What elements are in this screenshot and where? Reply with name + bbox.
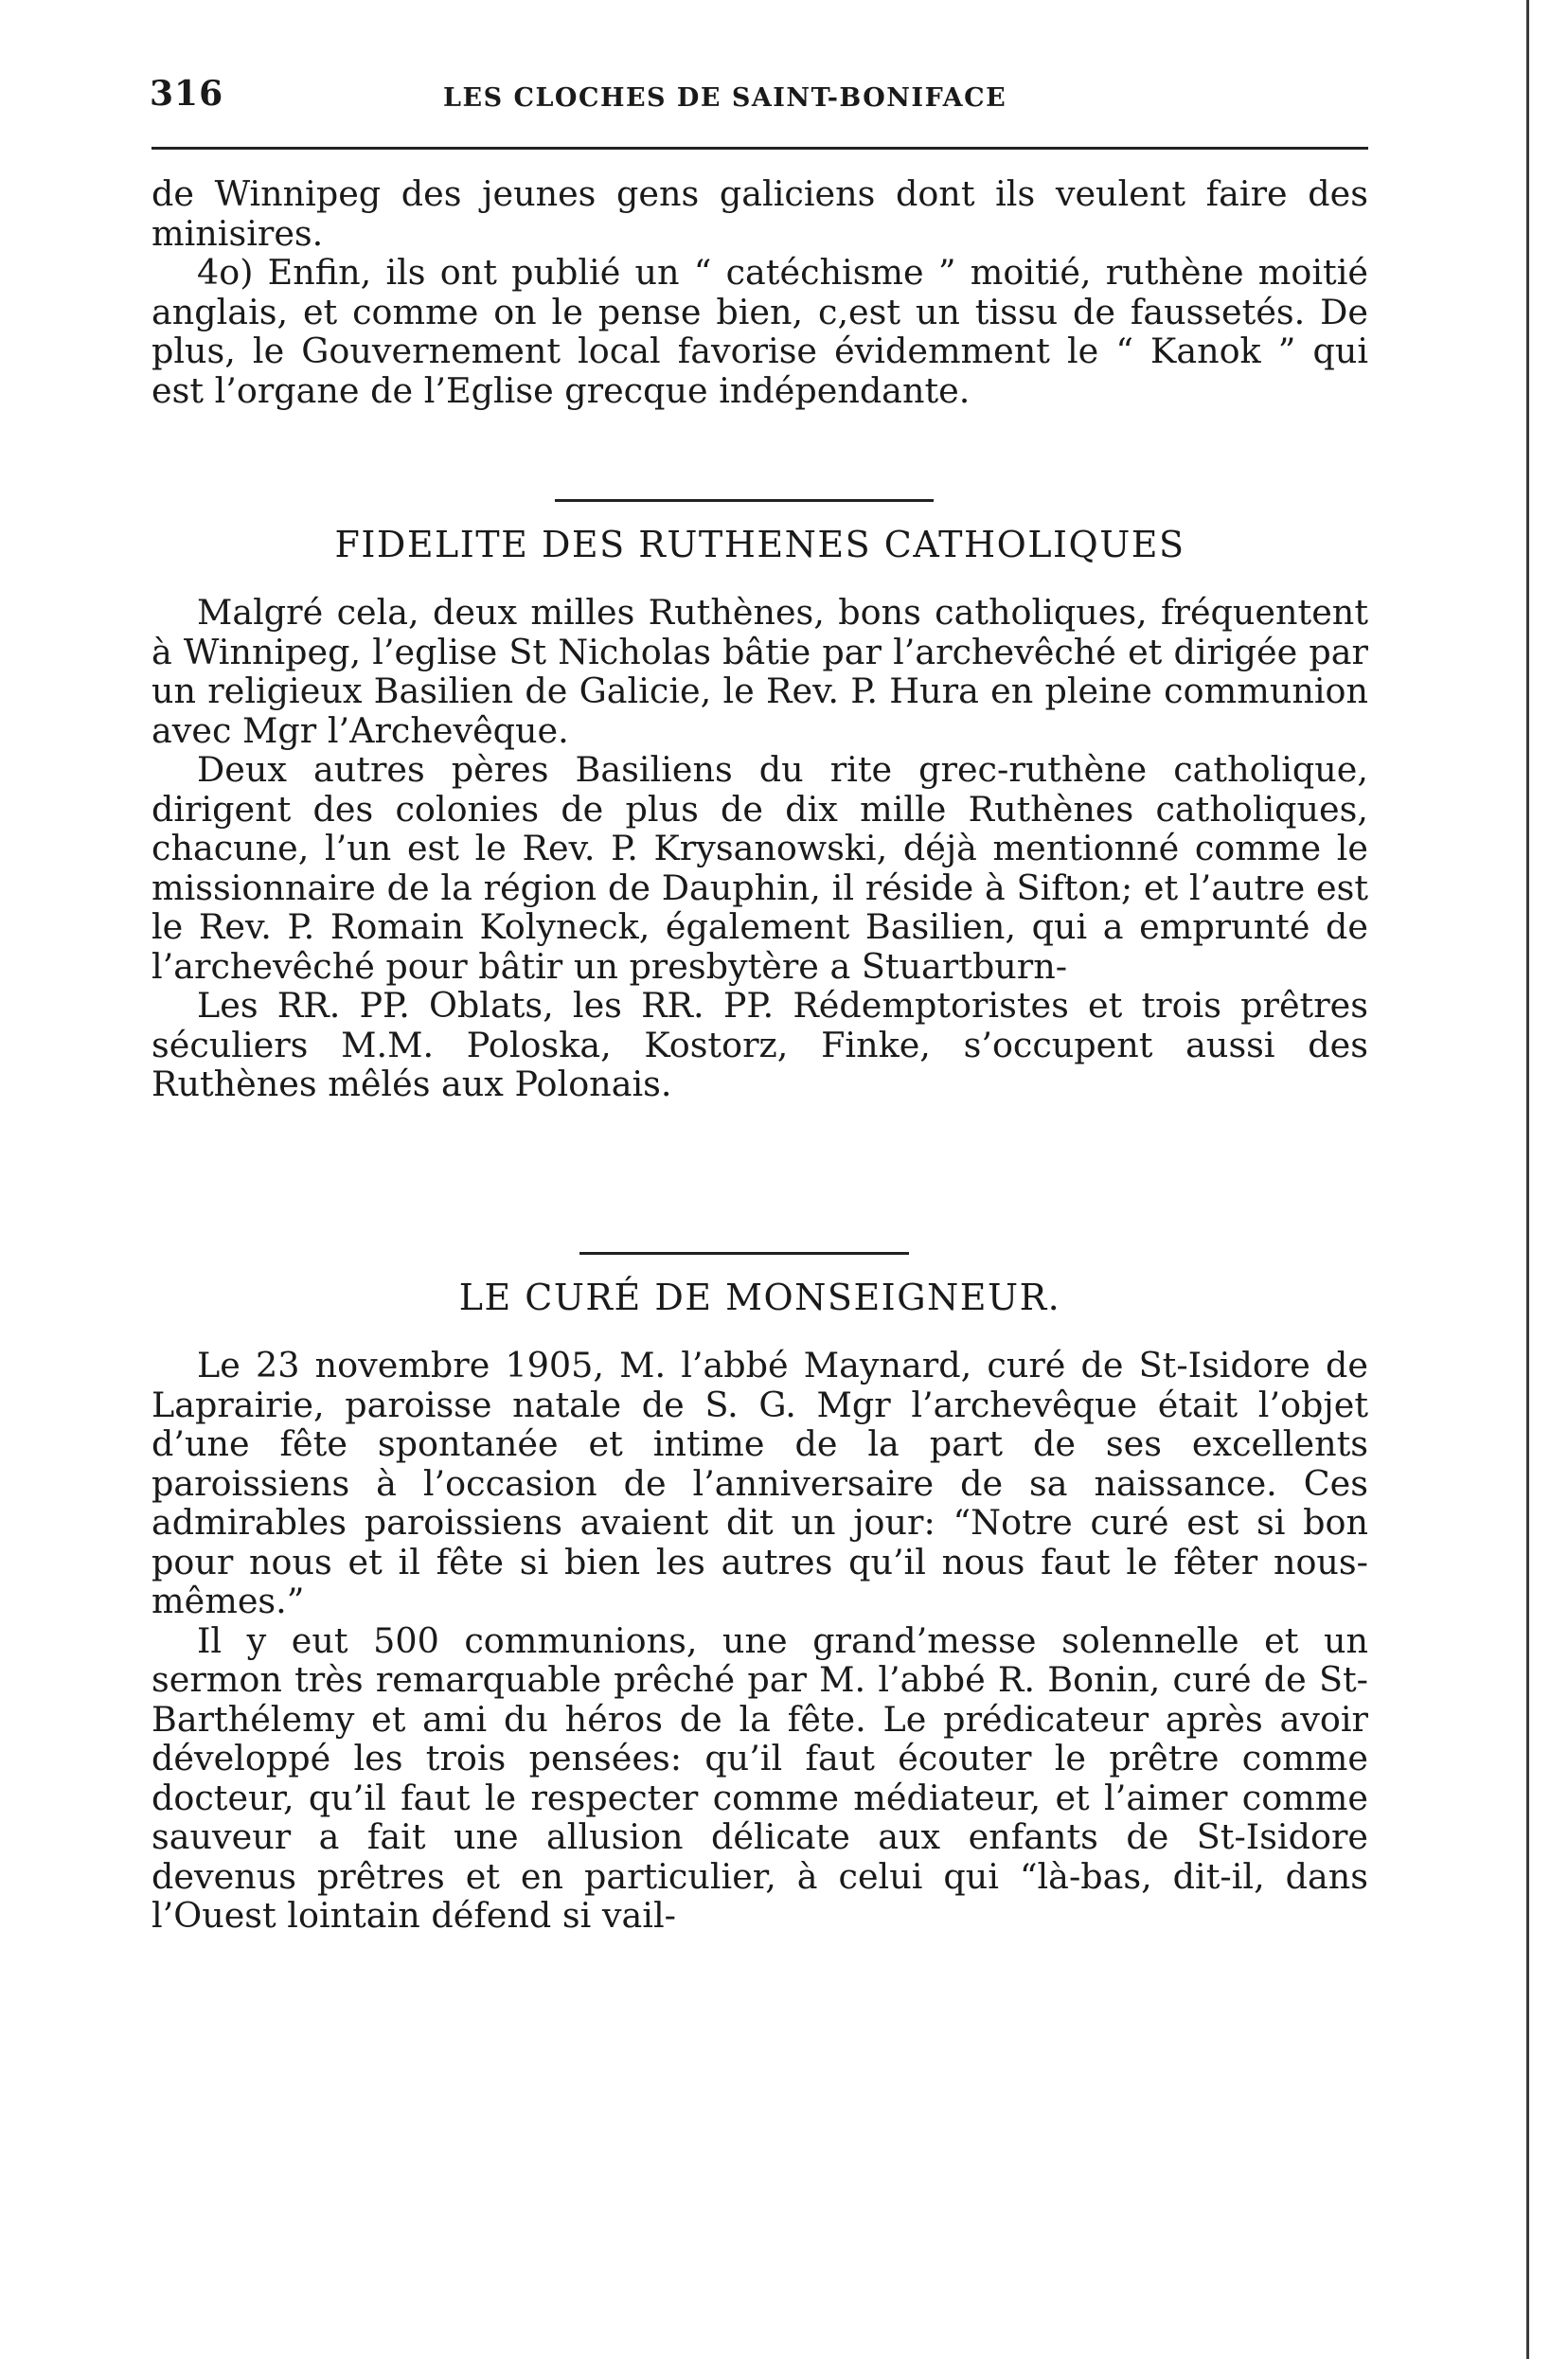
section-divider-2 [579, 1252, 909, 1255]
section2-paragraph-2: Il y eut 500 communions, une grand’messe solennelle et un sermon très remarquable prêché par M. l’abbé R. Bonin, curé de St-Barthélemy et ami du héros de la fête. Le prédicateur après avoir développé les trois pensées: qu’il faut écouter le prêtre comme docteur, qu’il faut le respecter comme médiateur, et l’aimer comme sauveur a fait une allusion délicate aux enfants de St-Isidore devenus prêtres et en particulier, à celui qui “là-bas, dit-il, dans l’Ouest lointain défend si vail- [151, 1619, 1368, 1936]
section2-paragraph-1: Le 23 novembre 1905, M. l’abbé Maynard, curé de St-Isidore de Laprairie, paroisse natale de S. G. Mgr l’archevêque était l’objet d’une fête spontanée et intime de la part de ses excellents paroissiens à l’occasion de l’anniversaire de sa naissance. Ces admirables paroissiens avaient dit un jour: “Notre curé est si bon pour nous et il fête si bien les autres qu’il nous faut le fêter nous-mêmes.” [151, 1345, 1368, 1621]
section1-text [151, 593, 1368, 1104]
page-header [150, 74, 1371, 121]
intro-paragraph-1: de Winnipeg des jeunes gens galiciens dont ils veulent faire des minisires. [151, 173, 1368, 254]
running-title: LES CLOCHES DE SAINT-BONIFACE [443, 83, 1007, 113]
section1-paragraph-3: Les RR. PP. Oblats, les RR. PP. Rédemptoristes et trois prêtres séculiers M.M. Poloska, Kostorz, Finke, s’occupent aussi des Ruthènes mêlés aux Polonais. [151, 985, 1368, 1104]
section1-paragraph-2: Deux autres pères Basiliens du rite grec-ruthène catholique, dirigent des colonies de plus de dix mille Ruthènes catholiques, chacune, l’un est le Rev. P. Krysanowski, déjà mentionné comme le missionnaire de la région de Dauphin, il réside à Sifton; et l’autre est le Rev. P. Romain Kolyneck, également Basilien, qui a emprunté de l’archevêché pour bâtir un presbytère a Stuartburn- [151, 749, 1368, 987]
header-rule [151, 147, 1368, 150]
intro-text [151, 174, 1368, 410]
section1-paragraph-1: Malgré cela, deux milles Ruthènes, bons catholiques, fréquentent à Winnipeg, l’eglise St Nicholas bâtie par l’archevêché et dirigée par un religieux Basilien de Galicie, le Rev. P. Hura en pleine communion avec Mgr l’Archevêque. [151, 592, 1368, 751]
section-title-cure: LE CURÉ DE MONSEIGNEUR. [458, 1277, 1061, 1318]
page-number: 316 [150, 74, 224, 114]
section2-text [151, 1346, 1368, 1936]
intro-paragraph-2: 4o) Enfin, ils ont publié un “ catéchisme ” moitié, ruthène moitié anglais, et comme on le pense bien, c,est un tissu de faussetés. De plus, le Gouvernement local favorise évidemment le “ Kanok ” qui est l’organe de l’Eglise grecque indépendante. [151, 252, 1368, 411]
page-edge-line [1526, 0, 1529, 2359]
section-divider-1 [555, 499, 934, 502]
section-title-fidelite: FIDELITE DES RUTHENES CATHOLIQUES [334, 524, 1185, 565]
